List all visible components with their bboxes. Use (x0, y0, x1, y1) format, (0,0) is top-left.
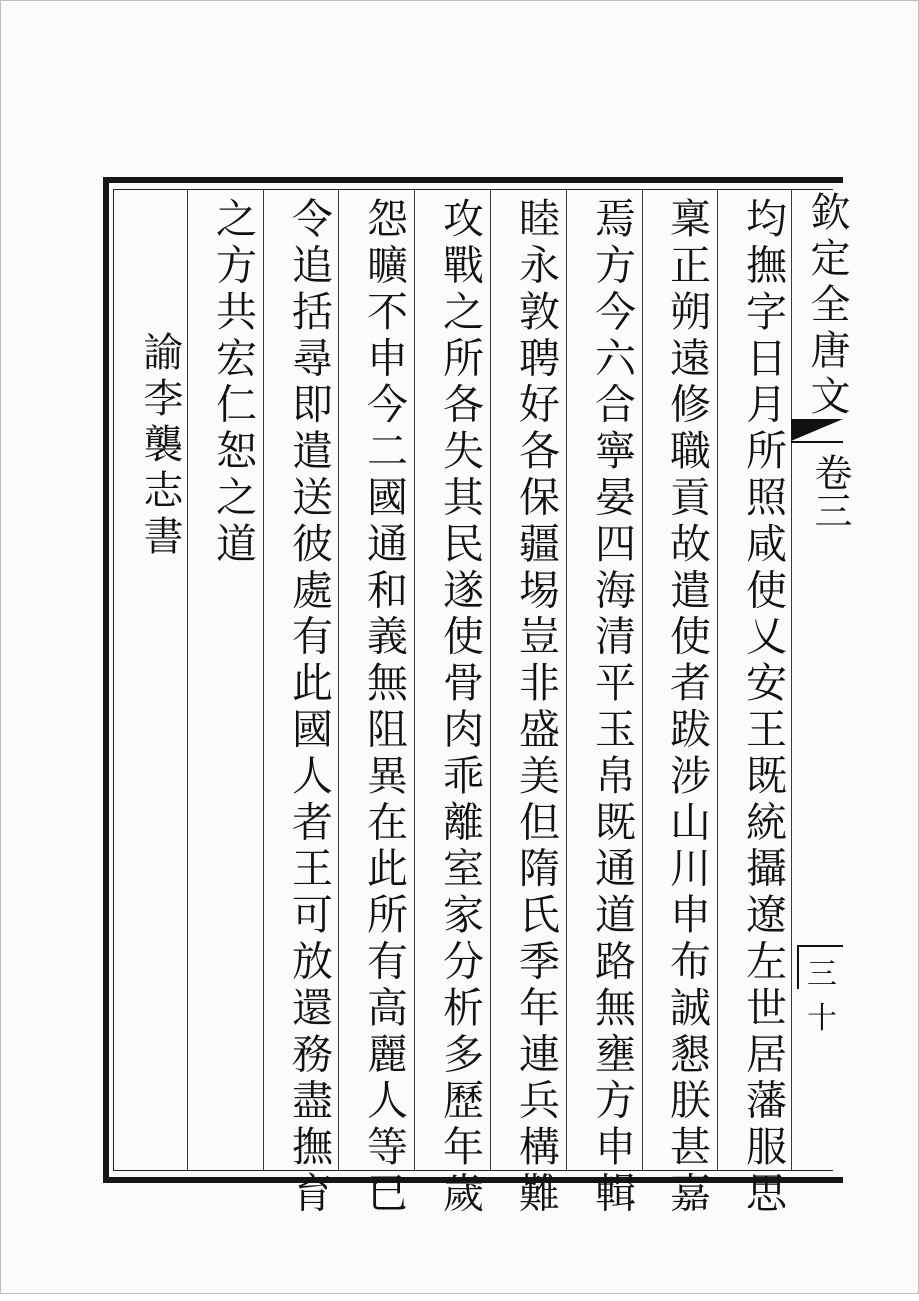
text-column-3: 焉方今六合寧晏四海清平玉帛既通道路無壅方申輯 (588, 197, 636, 1218)
text-column-7: 令追括尋即遣送彼處有此國人者王可放還務盡撫育 (285, 197, 333, 1218)
fishtail-line (791, 441, 843, 443)
text-column-8: 之方共宏仁恕之道 (209, 197, 257, 569)
folio-number: 三十 (807, 957, 837, 1036)
text-column-6: 怨曠不申今二國通和義無阻異在此所有高麗人等已 (360, 197, 408, 1218)
juan-number: 卷三 (808, 453, 852, 529)
section-title: 諭李襲志書 (137, 331, 183, 561)
book-title: 欽定全唐文 (804, 191, 850, 421)
text-column-5: 攻戰之所各失其民遂使骨肉乖離室家分析多歷年歲 (436, 197, 484, 1218)
text-column-4: 睦永敦聘好各保疆埸豈非盛美但隋氏季年連兵構難 (512, 197, 560, 1218)
fishtail-mark (791, 419, 843, 441)
text-column-1: 均撫字日月所照咸使乂安王既統攝遼左世居藩服思 (739, 197, 787, 1218)
text-column-2: 稟正朔遠修職貢故遣使者跋涉山川申布誠懇朕甚嘉 (663, 197, 711, 1218)
